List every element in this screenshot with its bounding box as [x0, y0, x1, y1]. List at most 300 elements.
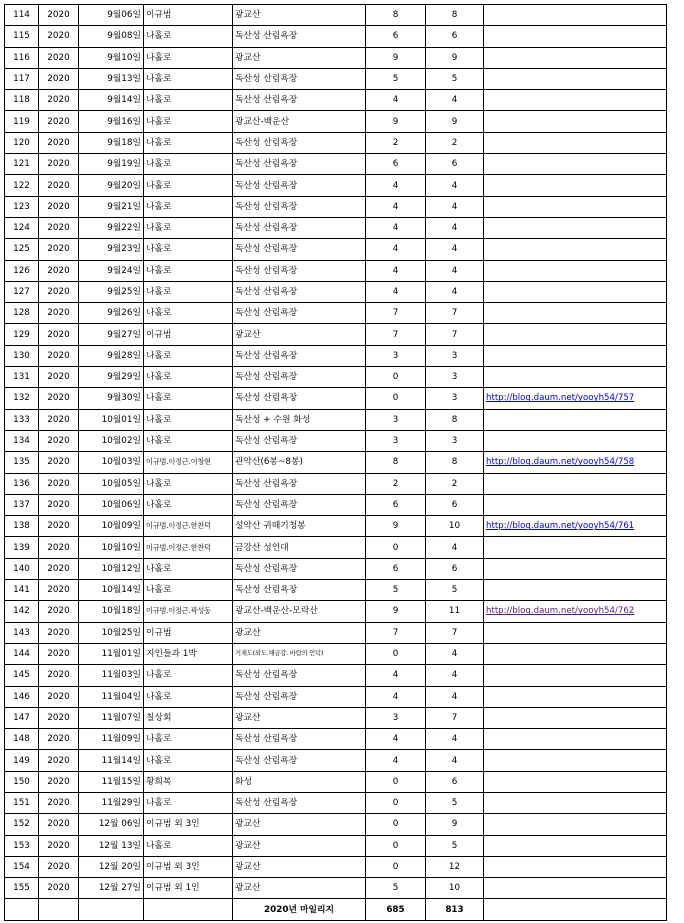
row-destination: 광교산 [233, 622, 366, 643]
row-date: 9월18일 [79, 132, 144, 153]
row-value-a: 4 [366, 260, 426, 281]
row-year: 2020 [39, 303, 79, 324]
row-destination: 독산성 산림욕장 [233, 175, 366, 196]
row-link [484, 686, 667, 707]
row-number: 131 [5, 367, 39, 388]
row-value-a: 9 [366, 601, 426, 622]
table-row [5, 430, 667, 451]
row-link [484, 750, 667, 771]
row-number: 150 [5, 771, 39, 792]
row-year: 2020 [39, 516, 79, 537]
row-value-b: 6 [426, 771, 484, 792]
row-link [484, 260, 667, 281]
row-value-b: 12 [426, 856, 484, 877]
row-value-a: 0 [366, 814, 426, 835]
table-row [5, 878, 667, 899]
row-value-a: 4 [366, 281, 426, 302]
row-companions: 나홀로 [144, 239, 233, 260]
row-number: 135 [5, 452, 39, 473]
row-date: 9월29일 [79, 367, 144, 388]
row-year: 2020 [39, 856, 79, 877]
row-number: 118 [5, 90, 39, 111]
row-companions: 이규범.이정근.곽성동 [144, 601, 233, 622]
blog-link[interactable]: http://blog.daum.net/yooyh54/757 [486, 393, 635, 404]
row-destination: 독산성 산림욕장 [233, 686, 366, 707]
row-number: 119 [5, 111, 39, 132]
table-row [5, 473, 667, 494]
table-row [5, 90, 667, 111]
row-link [484, 622, 667, 643]
row-value-b: 4 [426, 196, 484, 217]
row-destination: 광교산 [233, 878, 366, 899]
table-row [5, 175, 667, 196]
row-companions: 나홀로 [144, 345, 233, 366]
row-destination: 광교산 [233, 707, 366, 728]
row-destination: 독산성 산림욕장 [233, 750, 366, 771]
row-destination: 독산성 산림욕장 [233, 132, 366, 153]
table-row [5, 217, 667, 238]
row-value-a: 6 [366, 558, 426, 579]
row-destination: 설악산 귀때기청봉 [233, 516, 366, 537]
row-destination: 독산성 + 수원 화성 [233, 409, 366, 430]
row-companions: 나홀로 [144, 281, 233, 302]
row-destination: 독산성 산림욕장 [233, 154, 366, 175]
row-year: 2020 [39, 814, 79, 835]
row-date: 12월 06일 [79, 814, 144, 835]
row-destination: 광교산 [233, 835, 366, 856]
row-link [484, 792, 667, 813]
row-number: 130 [5, 345, 39, 366]
row-date: 11월14일 [79, 750, 144, 771]
table-row [5, 154, 667, 175]
row-link [484, 729, 667, 750]
row-link [484, 324, 667, 345]
table-row [5, 835, 667, 856]
row-destination: 독산성 산림욕장 [233, 217, 366, 238]
row-number: 144 [5, 643, 39, 664]
row-companions: 나홀로 [144, 367, 233, 388]
row-date: 12월 20일 [79, 856, 144, 877]
row-companions: 이규범 외 3인 [144, 856, 233, 877]
total-a: 685 [366, 899, 426, 920]
row-value-b: 10 [426, 516, 484, 537]
row-year: 2020 [39, 217, 79, 238]
row-value-a: 4 [366, 217, 426, 238]
table-row [5, 5, 667, 26]
table-row [5, 452, 667, 473]
row-number: 147 [5, 707, 39, 728]
row-companions: 나홀로 [144, 473, 233, 494]
row-companions: 이규범 외 1인 [144, 878, 233, 899]
row-companions: 나홀로 [144, 196, 233, 217]
row-destination: 독산성 산림욕장 [233, 367, 366, 388]
row-number: 155 [5, 878, 39, 899]
row-number: 120 [5, 132, 39, 153]
table-row [5, 643, 667, 664]
row-link [484, 409, 667, 430]
row-companions: 나홀로 [144, 792, 233, 813]
table-row [5, 792, 667, 813]
row-link [484, 558, 667, 579]
row-link [484, 132, 667, 153]
row-date: 9월21일 [79, 196, 144, 217]
row-value-b: 4 [426, 239, 484, 260]
table-row [5, 580, 667, 601]
row-value-a: 3 [366, 707, 426, 728]
row-companions: 나홀로 [144, 68, 233, 89]
row-value-a: 5 [366, 68, 426, 89]
row-companions: 이규범.이정근.한찬덕 [144, 537, 233, 558]
row-companions: 칠상회 [144, 707, 233, 728]
row-companions: 이규범 [144, 5, 233, 26]
row-link [484, 68, 667, 89]
row-number: 136 [5, 473, 39, 494]
table-row [5, 324, 667, 345]
row-value-b: 4 [426, 281, 484, 302]
row-destination: 독산성 산림욕장 [233, 239, 366, 260]
table-row [5, 516, 667, 537]
table-row [5, 345, 667, 366]
row-date: 9월14일 [79, 90, 144, 111]
table-body [5, 5, 667, 899]
row-date: 10월18일 [79, 601, 144, 622]
row-link [484, 601, 667, 622]
row-year: 2020 [39, 324, 79, 345]
row-value-a: 0 [366, 856, 426, 877]
row-year: 2020 [39, 792, 79, 813]
row-date: 9월08일 [79, 26, 144, 47]
mileage-table [4, 4, 667, 921]
row-companions: 나홀로 [144, 430, 233, 451]
row-destination: 광교산 [233, 814, 366, 835]
row-value-a: 9 [366, 111, 426, 132]
row-destination: 독산성 산림욕장 [233, 729, 366, 750]
row-value-b: 3 [426, 345, 484, 366]
row-value-b: 9 [426, 47, 484, 68]
row-year: 2020 [39, 409, 79, 430]
row-destination: 독산성 산림욕장 [233, 494, 366, 515]
row-date: 10월12일 [79, 558, 144, 579]
table-row [5, 537, 667, 558]
blog-link[interactable]: http://blog.daum.net/yooyh54/758 [486, 457, 635, 468]
table-row [5, 367, 667, 388]
row-link [484, 239, 667, 260]
row-companions: 나홀로 [144, 26, 233, 47]
table-row [5, 622, 667, 643]
row-number: 124 [5, 217, 39, 238]
row-destination: 독산성 산림욕장 [233, 792, 366, 813]
row-value-a: 4 [366, 729, 426, 750]
row-year: 2020 [39, 665, 79, 686]
row-destination: 독산성 산림욕장 [233, 260, 366, 281]
table-row [5, 601, 667, 622]
row-link [484, 580, 667, 601]
row-value-b: 5 [426, 68, 484, 89]
row-companions: 나홀로 [144, 580, 233, 601]
row-number: 125 [5, 239, 39, 260]
row-year: 2020 [39, 771, 79, 792]
row-destination: 독산성 산림욕장 [233, 196, 366, 217]
row-year: 2020 [39, 345, 79, 366]
row-value-b: 8 [426, 409, 484, 430]
row-value-b: 3 [426, 388, 484, 409]
row-value-a: 9 [366, 516, 426, 537]
row-companions: 나홀로 [144, 90, 233, 111]
row-value-a: 0 [366, 537, 426, 558]
row-destination: 독산성 산림욕장 [233, 303, 366, 324]
row-number: 141 [5, 580, 39, 601]
row-date: 9월24일 [79, 260, 144, 281]
row-link [484, 154, 667, 175]
row-year: 2020 [39, 260, 79, 281]
table-row [5, 707, 667, 728]
row-number: 148 [5, 729, 39, 750]
row-value-b: 4 [426, 260, 484, 281]
row-companions: 나홀로 [144, 260, 233, 281]
row-destination: 독산성 산림욕장 [233, 26, 366, 47]
total-row [5, 899, 667, 920]
table-row [5, 132, 667, 153]
row-link [484, 856, 667, 877]
row-link [484, 430, 667, 451]
row-companions: 나홀로 [144, 154, 233, 175]
row-year: 2020 [39, 473, 79, 494]
table-row [5, 494, 667, 515]
row-value-b: 5 [426, 792, 484, 813]
row-value-a: 4 [366, 90, 426, 111]
row-destination: 거제도(외도.해금강. 바람의 언덕) [233, 643, 366, 664]
row-link [484, 516, 667, 537]
row-year: 2020 [39, 878, 79, 899]
row-destination: 독산성 산림욕장 [233, 580, 366, 601]
row-date: 9월20일 [79, 175, 144, 196]
row-link [484, 196, 667, 217]
table-row [5, 558, 667, 579]
row-number: 132 [5, 388, 39, 409]
row-number: 116 [5, 47, 39, 68]
row-year: 2020 [39, 175, 79, 196]
row-value-a: 0 [366, 367, 426, 388]
blog-link[interactable]: http://blog.daum.net/yooyh54/762 [486, 606, 635, 617]
row-destination: 독산성 산림욕장 [233, 388, 366, 409]
row-date: 10월02일 [79, 430, 144, 451]
row-link [484, 26, 667, 47]
row-value-a: 0 [366, 388, 426, 409]
row-date: 10월14일 [79, 580, 144, 601]
row-date: 9월23일 [79, 239, 144, 260]
total-cell-blank [484, 899, 667, 920]
row-date: 9월26일 [79, 303, 144, 324]
row-value-b: 7 [426, 303, 484, 324]
table-row [5, 111, 667, 132]
row-link [484, 90, 667, 111]
row-value-a: 0 [366, 835, 426, 856]
table-row [5, 409, 667, 430]
row-companions: 나홀로 [144, 303, 233, 324]
row-value-b: 4 [426, 217, 484, 238]
row-companions: 나홀로 [144, 175, 233, 196]
table-row [5, 814, 667, 835]
row-value-b: 6 [426, 26, 484, 47]
row-destination: 광교산 [233, 856, 366, 877]
row-value-a: 4 [366, 239, 426, 260]
row-date: 9월25일 [79, 281, 144, 302]
row-value-a: 4 [366, 196, 426, 217]
row-companions: 나홀로 [144, 217, 233, 238]
row-link [484, 814, 667, 835]
row-year: 2020 [39, 643, 79, 664]
table-row [5, 239, 667, 260]
row-date: 11월15일 [79, 771, 144, 792]
row-date: 9월22일 [79, 217, 144, 238]
row-link [484, 367, 667, 388]
row-date: 9월30일 [79, 388, 144, 409]
row-number: 126 [5, 260, 39, 281]
row-year: 2020 [39, 68, 79, 89]
row-value-b: 4 [426, 750, 484, 771]
row-number: 137 [5, 494, 39, 515]
row-value-a: 6 [366, 26, 426, 47]
row-year: 2020 [39, 239, 79, 260]
row-year: 2020 [39, 707, 79, 728]
row-companions: 나홀로 [144, 750, 233, 771]
row-value-b: 6 [426, 154, 484, 175]
total-b: 813 [426, 899, 484, 920]
row-year: 2020 [39, 47, 79, 68]
row-value-a: 4 [366, 175, 426, 196]
row-year: 2020 [39, 537, 79, 558]
row-destination: 광교산 [233, 324, 366, 345]
row-value-b: 7 [426, 622, 484, 643]
row-date: 10월06일 [79, 494, 144, 515]
row-companions: 나홀로 [144, 558, 233, 579]
row-year: 2020 [39, 729, 79, 750]
row-destination: 광교산-백운산-모락산 [233, 601, 366, 622]
row-date: 9월10일 [79, 47, 144, 68]
row-companions: 황희복 [144, 771, 233, 792]
row-value-a: 7 [366, 303, 426, 324]
row-year: 2020 [39, 494, 79, 515]
row-destination: 독산성 산림욕장 [233, 68, 366, 89]
row-value-a: 3 [366, 409, 426, 430]
row-year: 2020 [39, 452, 79, 473]
row-date: 10월01일 [79, 409, 144, 430]
row-date: 10월09일 [79, 516, 144, 537]
row-value-b: 8 [426, 5, 484, 26]
row-number: 133 [5, 409, 39, 430]
row-number: 143 [5, 622, 39, 643]
row-value-a: 5 [366, 878, 426, 899]
row-year: 2020 [39, 601, 79, 622]
row-value-a: 4 [366, 750, 426, 771]
row-date: 9월28일 [79, 345, 144, 366]
row-date: 11월07일 [79, 707, 144, 728]
table-row [5, 303, 667, 324]
row-destination: 독산성 산림욕장 [233, 345, 366, 366]
row-link [484, 345, 667, 366]
row-link [484, 771, 667, 792]
total-label: 2020년 마일리지 [233, 899, 366, 920]
row-companions: 나홀로 [144, 132, 233, 153]
row-companions: 이규범.이정근.이창현 [144, 452, 233, 473]
row-value-a: 0 [366, 792, 426, 813]
row-number: 117 [5, 68, 39, 89]
row-value-b: 2 [426, 132, 484, 153]
row-value-a: 0 [366, 643, 426, 664]
table-row [5, 260, 667, 281]
row-year: 2020 [39, 750, 79, 771]
row-number: 153 [5, 835, 39, 856]
row-value-b: 7 [426, 324, 484, 345]
row-number: 142 [5, 601, 39, 622]
blog-link[interactable]: http://blog.daum.net/yooyh54/761 [486, 521, 635, 532]
row-year: 2020 [39, 580, 79, 601]
row-year: 2020 [39, 132, 79, 153]
row-value-b: 6 [426, 558, 484, 579]
row-value-a: 3 [366, 430, 426, 451]
row-companions: 나홀로 [144, 494, 233, 515]
row-value-a: 7 [366, 324, 426, 345]
row-value-b: 4 [426, 90, 484, 111]
row-value-b: 11 [426, 601, 484, 622]
row-number: 121 [5, 154, 39, 175]
row-number: 114 [5, 5, 39, 26]
row-destination: 독산성 산림욕장 [233, 430, 366, 451]
row-link [484, 175, 667, 196]
row-value-b: 4 [426, 643, 484, 664]
row-value-b: 4 [426, 537, 484, 558]
row-number: 140 [5, 558, 39, 579]
row-date: 10월10일 [79, 537, 144, 558]
table-row [5, 388, 667, 409]
row-value-b: 10 [426, 878, 484, 899]
row-value-b: 8 [426, 452, 484, 473]
total-cell-blank [79, 899, 144, 920]
row-link [484, 5, 667, 26]
row-value-b: 6 [426, 494, 484, 515]
row-value-b: 4 [426, 175, 484, 196]
row-destination: 광교산 [233, 47, 366, 68]
row-date: 10월03일 [79, 452, 144, 473]
table-row [5, 856, 667, 877]
row-companions: 나홀로 [144, 47, 233, 68]
row-year: 2020 [39, 686, 79, 707]
row-year: 2020 [39, 558, 79, 579]
row-companions: 나홀로 [144, 409, 233, 430]
row-date: 11월29일 [79, 792, 144, 813]
row-value-b: 7 [426, 707, 484, 728]
row-destination: 광교산-백운산 [233, 111, 366, 132]
row-value-b: 3 [426, 367, 484, 388]
row-destination: 독산성 산림욕장 [233, 665, 366, 686]
row-link [484, 473, 667, 494]
row-year: 2020 [39, 196, 79, 217]
row-value-b: 4 [426, 686, 484, 707]
row-destination: 독산성 산림욕장 [233, 281, 366, 302]
row-companions: 이규범 외 3인 [144, 814, 233, 835]
row-destination: 광교산 [233, 5, 366, 26]
row-number: 139 [5, 537, 39, 558]
row-number: 154 [5, 856, 39, 877]
row-companions: 나홀로 [144, 665, 233, 686]
table-row [5, 686, 667, 707]
row-number: 115 [5, 26, 39, 47]
table-row [5, 729, 667, 750]
row-value-a: 3 [366, 345, 426, 366]
row-date: 9월19일 [79, 154, 144, 175]
row-date: 10월05일 [79, 473, 144, 494]
row-number: 129 [5, 324, 39, 345]
